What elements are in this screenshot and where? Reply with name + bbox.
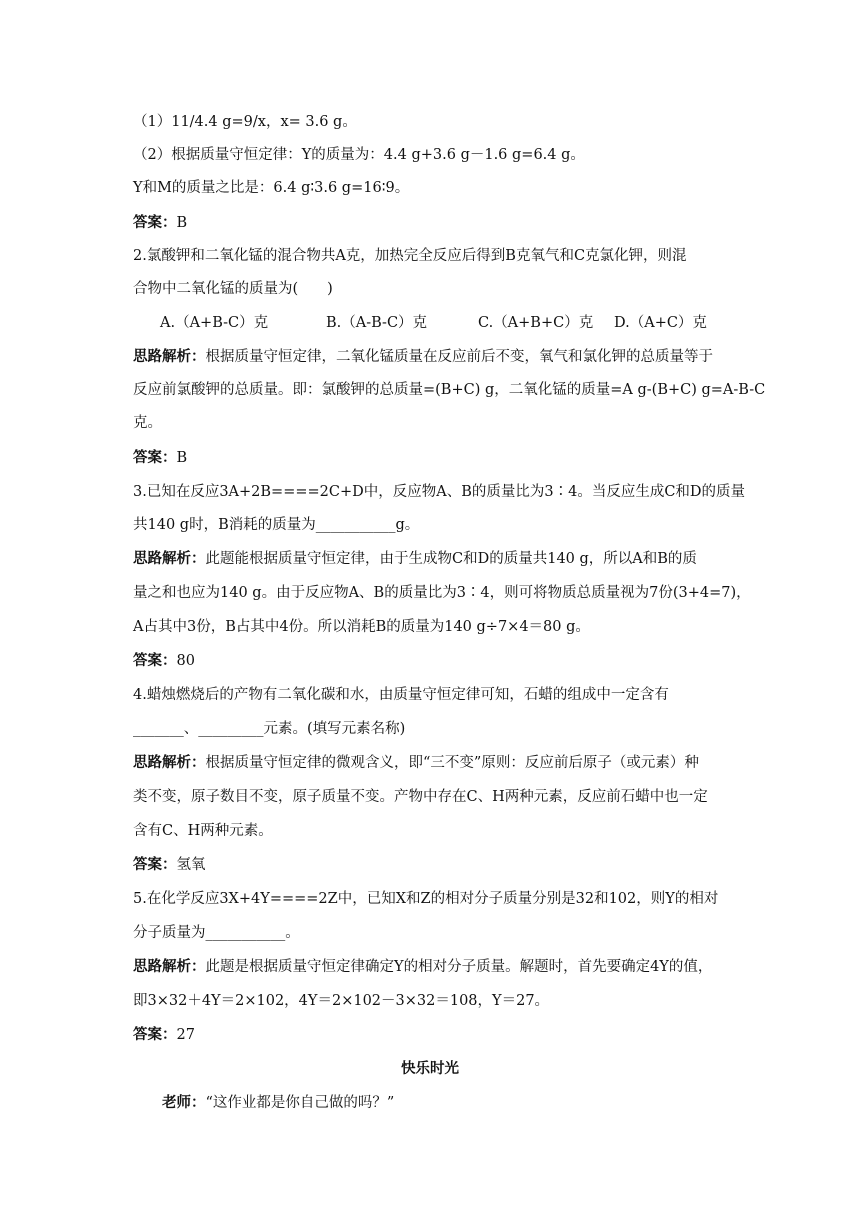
q4-analysis-line2: 类不变，原子数目不变，原子质量不变。产物中存在C、H两种元素，反应前石蜡中也一定 [133, 789, 708, 805]
answer-value: B [176, 215, 188, 231]
answer-label: 答案： [133, 450, 177, 466]
q2-option-b: B.（A-B-C）克 [326, 315, 428, 331]
q2-analysis-line2: 反应前氯酸钾的总质量。即：氯酸钾的总质量=(B+C) g，二氧化锰的质量=A g-(B+C) g=A-B-C [133, 382, 766, 398]
q4-answer [133, 855, 206, 875]
q4-analysis-line3: 含有C、H两种元素。 [133, 823, 273, 839]
answer-label: 答案： [133, 215, 177, 231]
q4-stem-line1: 4.蜡烛燃烧后的产物有二氧化碳和水，由质量守恒定律可知，石蜡的组成中一定含有 [133, 687, 669, 703]
q3-analysis-line1 [133, 549, 697, 569]
q5-stem-line1: 5.在化学反应3X+4Y====2Z中，已知X和Z的相对分子质量分别是32和102，则Y的相对 [133, 891, 719, 907]
answer-value: 80 [176, 653, 195, 669]
analysis-label: 思路解析： [133, 755, 206, 771]
q2-option-c: C.（A+B+C）克 [478, 315, 594, 331]
analysis-text: 根据质量守恒定律，二氧化锰质量在反应前后不变，氧气和氯化钾的总质量等于 [205, 349, 713, 365]
analysis-text: 此题能根据质量守恒定律，由于生成物C和D的质量共140 g，所以A和B的质 [205, 551, 697, 567]
answer-value: B [176, 450, 188, 466]
q5-stem-line2: 分子质量为___________。 [133, 925, 300, 941]
q5-answer [133, 1025, 195, 1045]
q3-analysis-line3: A占其中3份，B占其中4份。所以消耗B的质量为140 g÷7×4＝80 g。 [133, 619, 590, 635]
q2-option-a: A.（A+B-C）克 [160, 315, 269, 331]
analysis-label: 思路解析： [133, 349, 206, 365]
solution1-line2: （2）根据质量守恒定律：Y的质量为：4.4 g+3.6 g－1.6 g=6.4 g。 [133, 147, 585, 163]
q2-stem-line2: 合物中二氧化锰的质量为( ) [133, 281, 333, 297]
q2-stem-line1: 2.氯酸钾和二氧化锰的混合物共A克，加热完全反应后得到B克氧气和C克氯化钾，则混 [133, 248, 687, 264]
q4-stem-line2: _______、_________元素。(填写元素名称) [133, 721, 406, 737]
analysis-text: 此题是根据质量守恒定律确定Y的相对分子质量。解题时，首先要确定4Y的值， [205, 959, 713, 975]
q2-analysis-line3: 克。 [133, 415, 162, 431]
q3-answer [133, 651, 195, 671]
answer-label: 答案： [133, 1027, 177, 1043]
answer-value: 27 [176, 1027, 195, 1043]
solution1-answer [133, 213, 187, 233]
q2-option-d: D.（A+C）克 [614, 315, 707, 331]
q3-stem-line2: 共140 g时，B消耗的质量为___________g。 [133, 517, 420, 533]
q3-stem-line1: 3.已知在反应3A+2B====2C+D中，反应物A、B的质量比为3∶4。当反应生成C和D的质量 [133, 484, 746, 500]
q2-analysis-line1 [133, 347, 713, 367]
answer-label: 答案： [133, 857, 177, 873]
dialogue-text: “这作业都是你自己做的吗？” [205, 1095, 395, 1111]
q2-answer [133, 448, 187, 468]
q5-analysis-line2: 即3×32＋4Y＝2×102，4Y＝2×102－3×32＝108，Y＝27。 [133, 993, 550, 1009]
solution1-line3: Y和M的质量之比是：6.4 g∶3.6 g=16∶9。 [133, 180, 410, 196]
speaker-label: 老师： [162, 1095, 206, 1111]
analysis-text: 根据质量守恒定律的微观含义，即“三不变”原则：反应前后原子（或元素）种 [205, 755, 699, 771]
answer-value: 氢氧 [176, 857, 206, 873]
analysis-label: 思路解析： [133, 551, 206, 567]
q5-analysis-line1 [133, 957, 712, 977]
q4-analysis-line1 [133, 753, 699, 773]
section-title: 快乐时光 [401, 1061, 459, 1077]
analysis-label: 思路解析： [133, 959, 206, 975]
q3-analysis-line2: 量之和也应为140 g。由于反应物A、B的质量比为3∶4，则可将物质总质量视为7份(3+4=7)， [133, 585, 751, 601]
solution1-line1: （1）11/4.4 g=9/x，x= 3.6 g。 [133, 114, 357, 130]
dialogue-line [162, 1093, 394, 1113]
answer-label: 答案： [133, 653, 177, 669]
